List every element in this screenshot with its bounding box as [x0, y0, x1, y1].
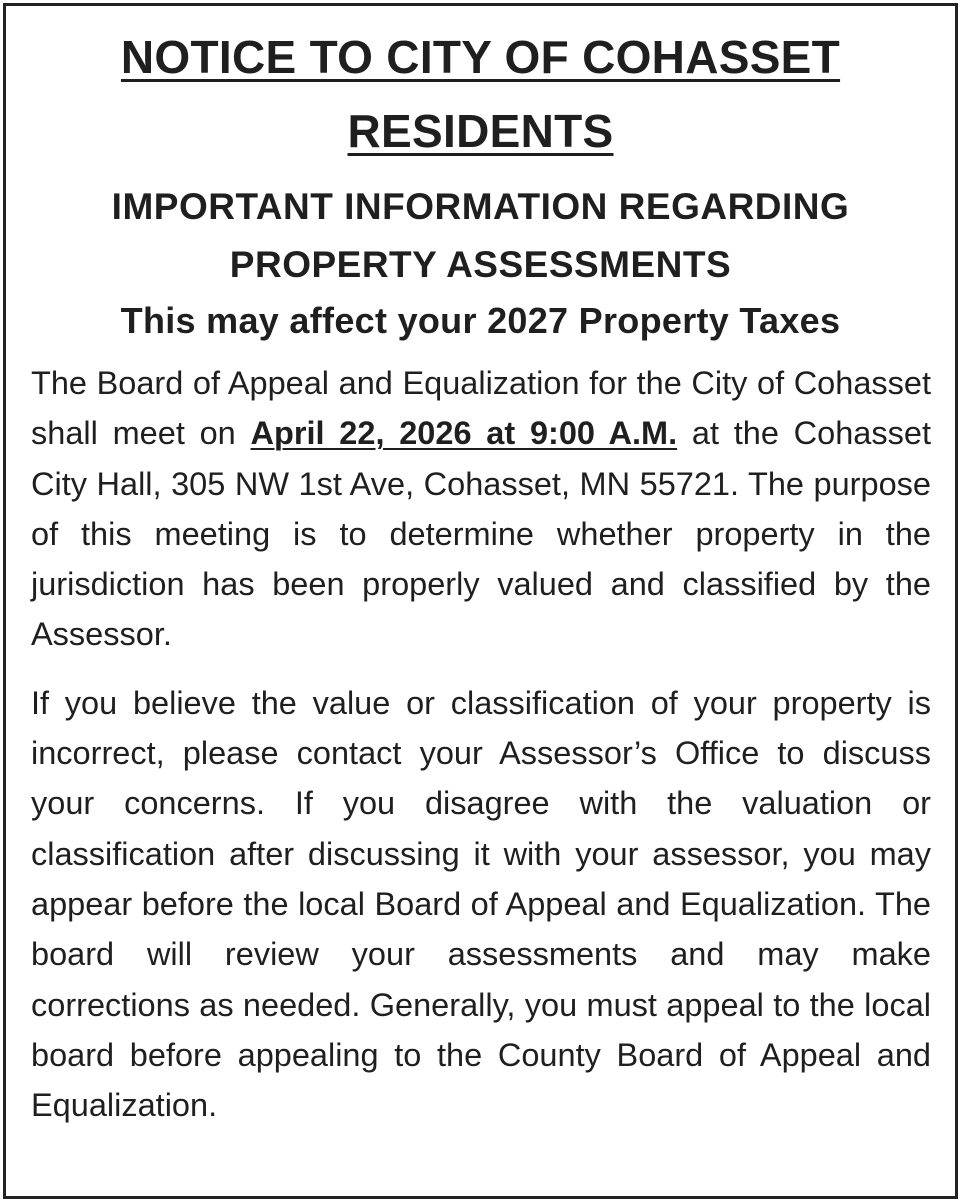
notice-title-text: NOTICE TO CITY OF COHASSET RESIDENTS	[120, 31, 841, 157]
meeting-text-before-date: The Board of Appeal and Equalization for the City of Cohasset shall meet on	[31, 365, 931, 452]
notice-subtitle: IMPORTANT INFORMATION REGARDING PROPERTY ASSESSMENTS	[111, 186, 850, 285]
notice-box	[3, 3, 958, 1199]
notice-title	[6, 20, 955, 168]
appeal-paragraph: If you believe the value or classification of your property is incorrect, please contact your Assessor’s Office to discuss your concerns. If you disagree with the valuation or classification after discussing it with your assessor, you may appear before the local Board of Appeal and Equalization. The board will review your assessments and may make corrections as needed. Generally, you must appeal to the local board before appealing to the County Board of Appeal and Equalization.	[31, 684, 931, 1124]
meeting-text-after-date: at the Cohasset City Hall, 305 NW 1st Ave, Cohasset, MN 55721. The purpose of this meeting is to determine whether property in the jurisdiction has been properly valued and classified by the Assessor.	[31, 415, 931, 653]
meeting-paragraph	[31, 358, 931, 660]
meeting-date-time: April 22, 2026 at 9:00 A.M.	[250, 415, 678, 452]
notice-tagline: This may affect your 2027 Property Taxes	[120, 300, 841, 341]
